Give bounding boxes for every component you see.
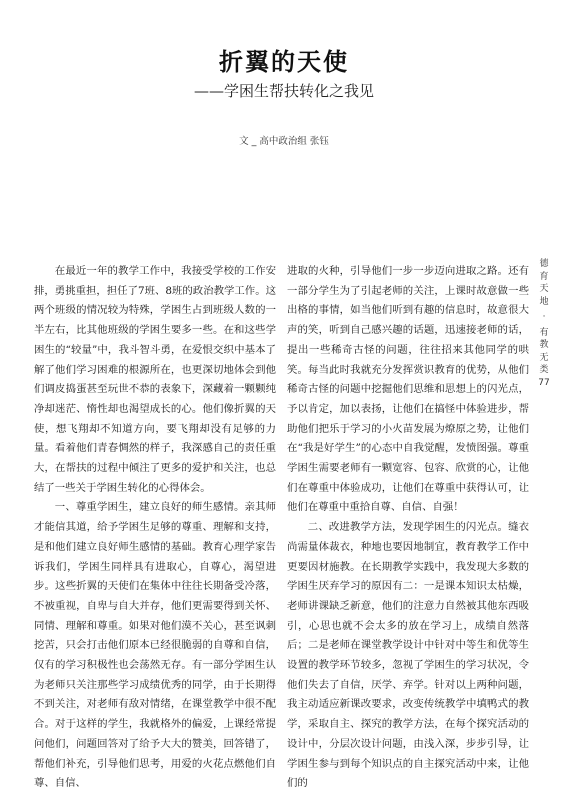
column-name: 有教无类	[539, 327, 549, 375]
page-number: 77	[538, 378, 550, 388]
section-name: 德育天地	[539, 259, 549, 307]
paragraph: 一、尊重学困生，建立良好的师生感情。亲其师才能信其道，给予学困生足够的尊重、理解和支持，是和他们建立良好师生感情的基础。教育心理学家告诉我们，学困生同样具有进取心，自尊心，渴望进步。这些折翼的天使们在集体中往往长期备受冷落，不被重视，自卑与自大并存，他们更需要得到关怀、同情、理解和尊重。如果对他们漠不关心，甚至讽刺挖苦，只会打击他们原本已经很脆弱的自尊和自信，仅有的学习积极性也会荡然无存。有一部分学困生认为老师只关注那些学习成绩优秀的同学，由于长期得不到关注，对老师有敌对情绪，在课堂教学中很不配合。对于这样的学生，我就格外的偏爱，上课经常提问他们，问题回答对了给予大大的赞美，回答错了，帮他们补充，引导他们思考，用爱的火花点燃他们自尊、自信、	[34, 501, 276, 790]
paragraph-continued: 进取的火种，引导他们一步一步迈向进取之路。还有一部分学生为了引起老师的关注，上课时故意做一些出格的事情，如当他们听到有趣的信息时，故意很大声的笑，听到自己感兴趣的话题，迅速接老师的话，提出一些稀奇古怪的问题，往往招来其他同学的哄笑。每当此时我就充分发挥赏识教育的优势，从他们稀奇古怪的问题中挖掘他们思维和思想上的闪光点，予以肯定，加以表扬，让他们在搞怪中体验进步，帮助他们把乐于学习的小火苗发展为燎原之势，让他们在“我是好学生”的心态中自我觉醒，发愤图强。尊重学困生需要老师有一颗宽容、包容、欣赏的心，让他们在尊重中体验成功，让他们在尊重中获得认可，让他们在尊重中重拾自尊、自信、自强！	[287, 265, 529, 514]
separator-dot: ·	[542, 312, 546, 322]
author-byline: 文 _ 高中政治组 张钰	[239, 136, 329, 147]
section-side-label	[538, 258, 550, 377]
article-subtitle: ——学困生帮扶转化之我见	[193, 82, 374, 100]
left-column	[34, 262, 276, 794]
paragraph: 二、改进教学方法，发现学困生的闪光点。缝衣尚需量体裁衣，种地也要因地制宜，教育教学工作中更要因材施教。在长期教学实践中，我发现大多数的学困生厌弃学习的原因有二：一是课本知识太枯燥，老师讲课缺乏新意，他们的注意力自然被其他东西吸引，心思也就不会太多的放在学习上，成绩自然落后；二是老师在课堂教学设计中针对中等生和优等生设置的教学环节较多，忽视了学困生的学习状况，令他们失去了自信，厌学、弃学。针对以上两种问题，我主动适应新课改要求，改变传统教学中填鸭式的教学，采取自主、探究的教学方法，在每个探究活动的设计中，分层次设计问题，由浅入深，步步引导，让学困生参与到每个知识点的自主探究活动中来，让他们的	[287, 521, 529, 790]
paragraph: 在最近一年的教学工作中，我接受学校的工作安排，勇挑重担，担任了7班、8班的政治教学工作。这两个班级的情况较为特殊，学困生占到班级人数的一半左右，比其他班级的学困生要多一些。在和这些学困生的“较量”中，我斗智斗勇，在爱恨交织中基本了解了他们学习困难的根源所在，也更深切地体会到他们调皮捣蛋甚至玩世不恭的表象下，深藏着一颗颗纯净却迷茫、惰性却也渴望成长的心。他们像折翼的天使，想飞翔却不知道方向，要飞翔却没有足够的力量。看着他们青春惆然的样子，我深感自己的责任重大，在帮扶的过程中倾注了更多的爱护和关注，也总结了一些关于学困生转化的心得体会。	[34, 265, 276, 494]
right-column	[287, 262, 529, 794]
article-title: 折翼的天使	[219, 47, 349, 76]
